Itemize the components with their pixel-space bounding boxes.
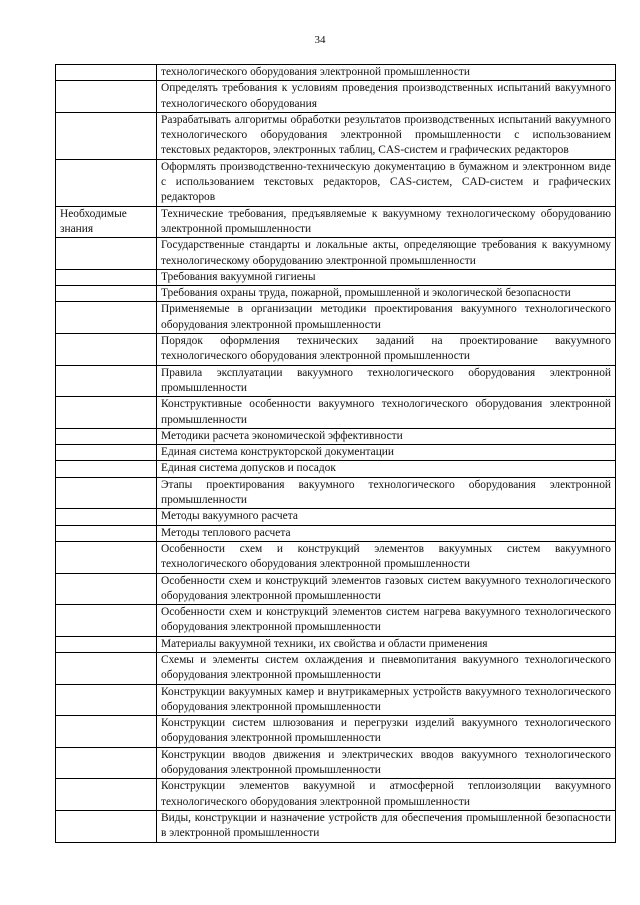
requirement-item: Особенности схем и конструкций элементов систем нагрева вакуумного технологического оборудования электронной промышленности bbox=[157, 605, 616, 637]
section-label-cont bbox=[56, 509, 157, 525]
section-label-cont bbox=[56, 365, 157, 397]
requirement-item: Конструкции вводов движения и электрических вводов вакуумного технологического оборудования электронной промышленности bbox=[157, 747, 616, 779]
section-label-cont bbox=[56, 112, 157, 159]
table-row bbox=[56, 525, 616, 541]
requirement-item: Этапы проектирования вакуумного технологического оборудования электронной промышленности bbox=[157, 477, 616, 509]
table-row bbox=[56, 747, 616, 779]
requirement-item: Единая система конструкторской документации bbox=[157, 445, 616, 461]
section-label-cont bbox=[56, 636, 157, 652]
requirement-item: Методы теплового расчета bbox=[157, 525, 616, 541]
requirement-item: Определять требования к условиям проведения производственных испытаний вакуумного технологического оборудования bbox=[157, 81, 616, 113]
requirement-item: Требования вакуумной гигиены bbox=[157, 269, 616, 285]
table-row bbox=[56, 238, 616, 270]
table-row bbox=[56, 509, 616, 525]
section-label-cont bbox=[56, 605, 157, 637]
section-label-cont bbox=[56, 159, 157, 206]
requirement-item: Требования охраны труда, пожарной, промышленной и экологической безопасности bbox=[157, 286, 616, 302]
requirement-item: Методики расчета экономической эффективности bbox=[157, 428, 616, 444]
requirement-item: Единая система допусков и посадок bbox=[157, 461, 616, 477]
section-label: Необходимые знания bbox=[56, 206, 157, 238]
table-row bbox=[56, 636, 616, 652]
section-label-cont bbox=[56, 652, 157, 684]
requirement-item: Конструкции вакуумных камер и внутрикамерных устройств вакуумного технологического оборудования электронной промышленности bbox=[157, 684, 616, 716]
requirement-item: Государственные стандарты и локальные акты, определяющие требования к вакуумному технологическому оборудованию электронной промышленности bbox=[157, 238, 616, 270]
requirement-item: Особенности схем и конструкций элементов газовых систем вакуумного технологического оборудования электронной промышленности bbox=[157, 573, 616, 605]
table-row bbox=[56, 269, 616, 285]
section-label-cont bbox=[56, 477, 157, 509]
requirement-item: Оформлять производственно-техническую документацию в бумажном и электронном виде с использованием текстовых редакторов, CAS-систем, CAD-систем и графических редакторов bbox=[157, 159, 616, 206]
section-label-cont bbox=[56, 747, 157, 779]
requirements-table bbox=[55, 64, 616, 843]
requirement-item: Конструкции систем шлюзования и перегрузки изделий вакуумного технологического оборудования электронной промышленности bbox=[157, 716, 616, 748]
section-label-cont bbox=[56, 238, 157, 270]
requirement-item: технологического оборудования электронной промышленности bbox=[157, 65, 616, 81]
section-label bbox=[56, 65, 157, 81]
requirement-item: Разрабатывать алгоритмы обработки результатов производственных испытаний вакуумного технологического оборудования электронной промышленности с использованием текстовых редакторов, электронных таблиц, CAS-систем и графических редакторов bbox=[157, 112, 616, 159]
table-row bbox=[56, 716, 616, 748]
requirement-item: Особенности схем и конструкций элементов вакуумных систем вакуумного технологического оборудования электронной промышленности bbox=[157, 541, 616, 573]
table-row bbox=[56, 334, 616, 366]
requirement-item: Технические требования, предъявляемые к вакуумному технологическому оборудованию электронной промышленности bbox=[157, 206, 616, 238]
requirement-item: Виды, конструкции и назначение устройств для обеспечения промышленной безопасности в электронной промышленности bbox=[157, 810, 616, 842]
table-row bbox=[56, 605, 616, 637]
section-label-cont bbox=[56, 573, 157, 605]
section-label-cont bbox=[56, 684, 157, 716]
table-row bbox=[56, 428, 616, 444]
section-label-cont bbox=[56, 81, 157, 113]
requirement-item: Конструкции элементов вакуумной и атмосферной теплоизоляции вакуумного технологического оборудования электронной промышленности bbox=[157, 779, 616, 811]
section-label-cont bbox=[56, 269, 157, 285]
table-row bbox=[56, 365, 616, 397]
table-row bbox=[56, 477, 616, 509]
table-row bbox=[56, 652, 616, 684]
page-number: 34 bbox=[314, 34, 326, 46]
table-row bbox=[56, 397, 616, 429]
table-row bbox=[56, 541, 616, 573]
section-label-cont bbox=[56, 716, 157, 748]
table-row bbox=[56, 81, 616, 113]
table-row bbox=[56, 286, 616, 302]
table-row bbox=[56, 112, 616, 159]
table-row bbox=[56, 302, 616, 334]
section-label-cont bbox=[56, 302, 157, 334]
section-label-cont bbox=[56, 461, 157, 477]
section-label-cont bbox=[56, 810, 157, 842]
table-row bbox=[56, 684, 616, 716]
table-row bbox=[56, 810, 616, 842]
section-label-cont bbox=[56, 334, 157, 366]
section-label-cont bbox=[56, 397, 157, 429]
table-row bbox=[56, 206, 616, 238]
section-label-cont bbox=[56, 445, 157, 461]
requirement-item: Методы вакуумного расчета bbox=[157, 509, 616, 525]
table-row bbox=[56, 445, 616, 461]
requirement-item: Порядок оформления технических заданий на проектирование вакуумного технологического оборудования электронной промышленности bbox=[157, 334, 616, 366]
table-row bbox=[56, 65, 616, 81]
requirement-item: Конструктивные особенности вакуумного технологического оборудования электронной промышленности bbox=[157, 397, 616, 429]
requirement-item: Правила эксплуатации вакуумного технологического оборудования электронной промышленности bbox=[157, 365, 616, 397]
table-row bbox=[56, 573, 616, 605]
table-row bbox=[56, 159, 616, 206]
table-row bbox=[56, 461, 616, 477]
section-label-cont bbox=[56, 286, 157, 302]
requirement-item: Материалы вакуумной техники, их свойства и области применения bbox=[157, 636, 616, 652]
section-label-cont bbox=[56, 779, 157, 811]
section-label-cont bbox=[56, 428, 157, 444]
requirement-item: Применяемые в организации методики проектирования вакуумного технологического оборудования электронной промышленности bbox=[157, 302, 616, 334]
section-label-cont bbox=[56, 525, 157, 541]
section-label-cont bbox=[56, 541, 157, 573]
requirement-item: Схемы и элементы систем охлаждения и пневмопитания вакуумного технологического оборудования электронной промышленности bbox=[157, 652, 616, 684]
table-row bbox=[56, 779, 616, 811]
